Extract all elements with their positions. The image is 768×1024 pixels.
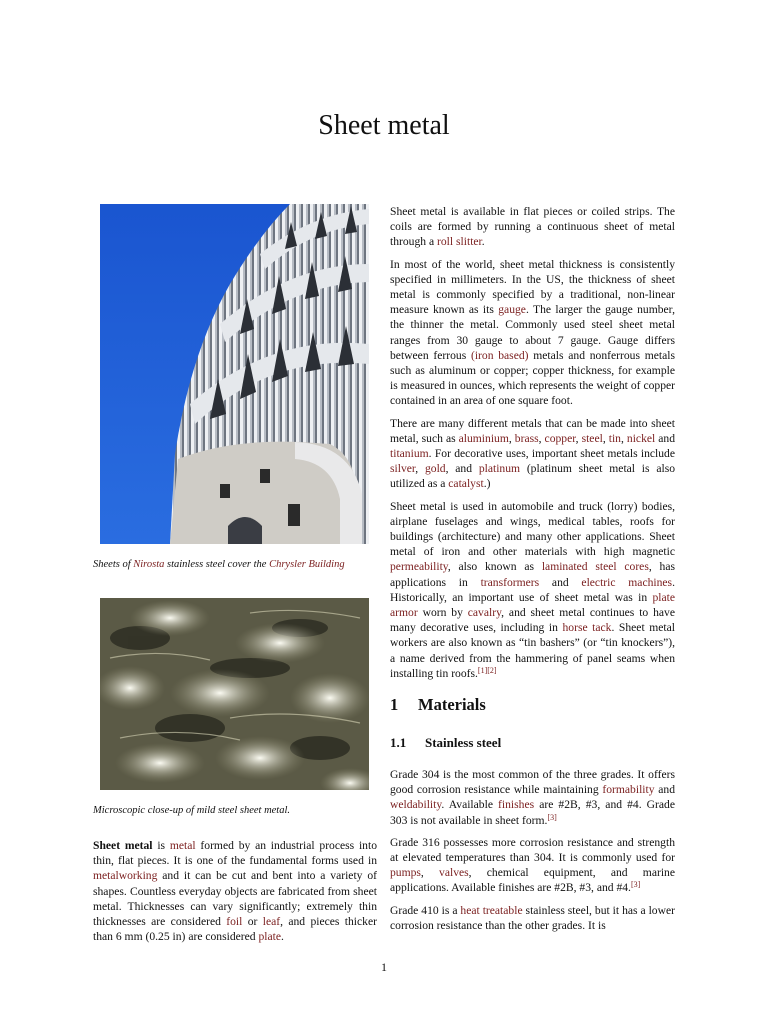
link-nirosta[interactable]: Nirosta (133, 559, 165, 570)
citation-3b[interactable]: [3] (630, 880, 641, 890)
link-permeability[interactable]: permeability (390, 560, 448, 574)
link-roll-slitter[interactable]: roll slitter (437, 235, 482, 249)
link-silver[interactable]: silver (390, 462, 416, 476)
link-cavalry[interactable]: cavalry (467, 606, 502, 620)
link-transformers[interactable]: transformers (480, 575, 540, 589)
paragraph-gauge: In most of the world, sheet metal thickness is consistently specified in millimeters. In the US, the thickness of sheet metal is commonly specified by a traditional, non-linear measure known as its gauge. The larger the gauge number, the thinner the metal. Commonly used steel sheet metal ranges from 30 gauge to about 7 gauge. Gauge differs between ferrous (iron based) metals and nonferrous metals such as aluminum or copper; copper thickness, for example is measured in ounces, which represents the weight of copper contained in an area of one square foot. (390, 257, 675, 408)
link-plate[interactable]: plate (258, 930, 282, 944)
section-heading-materials: 1 Materials (390, 695, 486, 714)
citation-1-2[interactable]: [1][2] (477, 665, 497, 675)
citation-3[interactable]: [3] (547, 812, 557, 822)
link-iron-based[interactable]: (iron based) (470, 348, 529, 362)
link-catalyst[interactable]: catalyst (448, 477, 484, 491)
link-metalworking[interactable]: metalworking (93, 869, 158, 883)
link-gold[interactable]: gold (424, 462, 446, 476)
mild-steel-microscope-image (100, 598, 369, 790)
link-laminated-steel-cores[interactable]: laminated steel cores (541, 560, 649, 574)
link-weldability[interactable]: weldability (390, 798, 442, 812)
link-brass[interactable]: brass (514, 431, 539, 445)
paragraph-metals: There are many different metals that can be made into sheet metal, such as aluminium, brass, copper, steel, tin, nickel and titanium. For decorative uses, important sheet metals include silver, gold, and platinum (platinum sheet metal is also utilized as a catalyst.) (390, 416, 675, 491)
link-foil[interactable]: foil (226, 915, 243, 929)
link-plate-armor[interactable]: plate armor (390, 590, 675, 620)
subsection-heading-stainless-steel: 1.1 Stainless steel (390, 735, 502, 750)
link-metal[interactable]: metal (169, 839, 196, 852)
right-column (390, 204, 675, 688)
link-steel[interactable]: steel (581, 431, 603, 445)
page-number: 1 (381, 960, 387, 974)
link-aluminium[interactable]: aluminium (458, 431, 509, 445)
link-horse-tack[interactable]: horse tack (562, 621, 612, 635)
link-heat-treatable[interactable]: heat treatable (460, 903, 523, 917)
link-formability[interactable]: formability (602, 783, 655, 797)
figure1-caption: Sheets of Nirosta stainless steel cover the Chrysler Building (93, 559, 345, 570)
link-platinum[interactable]: platinum (478, 462, 521, 476)
chrysler-building-image (100, 204, 369, 544)
link-gauge[interactable]: gauge (498, 303, 526, 317)
intro-paragraph: Sheet metal is metal formed by an industrial process into thin, flat pieces. It is one of the fundamental forms used in metalworking and it can be cut and bent into a variety of shapes. Countless everyday objects are fabricated from sheet metal. Thicknesses can vary significantly; extremely thin thicknesses are considered foil or leaf, and pieces thicker than 6 mm (0.25 in) are considered plate. (93, 839, 377, 944)
paragraph-grade-316: Grade 316 possesses more corrosion resistance and strength at elevated temperatures than 304. It is commonly used for pumps, valves, chemical equipment, and marine applications. Available finishes are #2B, #3, and #4.[3] (390, 835, 675, 895)
link-finishes[interactable]: finishes (498, 798, 535, 812)
paragraph-coils: Sheet metal is available in flat pieces or coiled strips. The coils are formed by running a continuous sheet of metal through a roll slitter. (390, 205, 675, 249)
link-copper[interactable]: copper (544, 431, 576, 445)
link-tin[interactable]: tin (608, 431, 621, 445)
link-pumps[interactable]: pumps (390, 866, 421, 880)
paragraph-grade-304: Grade 304 is the most common of the three grades. It offers good corrosion resistance while maintaining formability and weldability. Available finishes are #2B, #3, and #4. Grade 303 is not available in sheet form.[3] (390, 768, 675, 827)
figure2-caption: Microscopic close-up of mild steel sheet metal. (93, 805, 291, 816)
link-valves[interactable]: valves (439, 866, 469, 880)
paragraph-grade-410: Grade 410 is a heat treatable stainless steel, but it has a lower corrosion resistance than the other grades. It is (390, 903, 675, 932)
link-electric-machines[interactable]: electric machines (581, 575, 673, 589)
link-titanium[interactable]: titanium (390, 447, 429, 461)
page-title: Sheet metal (318, 110, 450, 141)
link-nickel[interactable]: nickel (626, 431, 656, 445)
paragraph-uses: Sheet metal is used in automobile and truck (lorry) bodies, airplane fuselages and wings, medical tables, roofs for buildings (architecture) and many other applications. Sheet metal of iron and other materials with high magnetic permeability, also known as laminated steel cores, has applications in transformers and electric machines. Historically, an important use of sheet metal was in plate armor worn by cavalry, and sheet metal continues to have many decorative uses, including in horse tack. Sheet metal workers are also known as “tin bashers” (or “tin knockers”), a name derived from the hammering of panel seams when installing tin roofs.[1][2] (390, 499, 675, 680)
left-column (93, 838, 377, 951)
right-column-lower (390, 767, 675, 940)
link-chrysler-building[interactable]: Chrysler Building (269, 559, 345, 570)
link-leaf[interactable]: leaf (262, 915, 281, 929)
